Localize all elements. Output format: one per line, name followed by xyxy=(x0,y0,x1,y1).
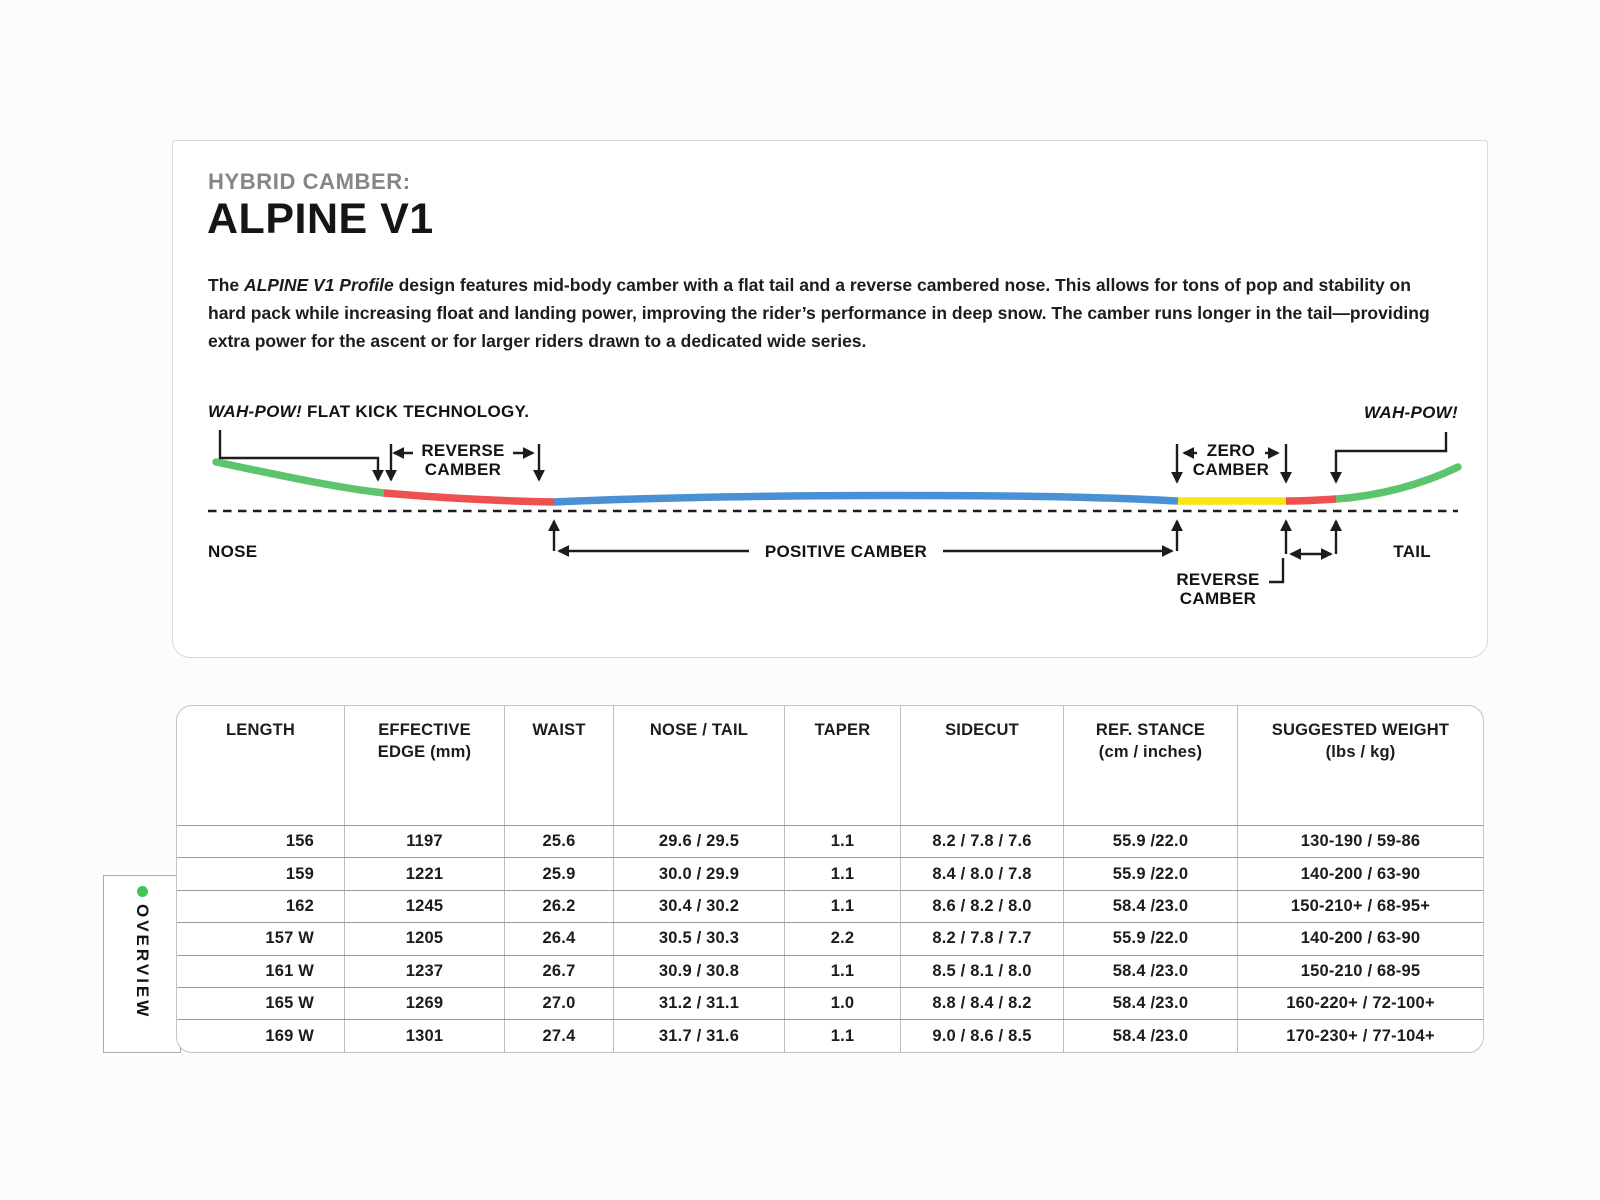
table-cell: 2.2 xyxy=(785,923,901,954)
table-row xyxy=(177,1019,1483,1051)
tail-label: TAIL xyxy=(1393,542,1431,561)
table-cell: 58.4 /23.0 xyxy=(1064,891,1238,922)
overview-tab-label: OVERVIEW xyxy=(133,904,152,1020)
nose-kick-segment xyxy=(216,462,384,493)
table-cell: 159 xyxy=(177,858,345,889)
table-cell: 1205 xyxy=(345,923,505,954)
positive-camber-label: POSITIVE CAMBER xyxy=(764,542,928,561)
zero-camber-label xyxy=(1193,441,1269,479)
table-header: TAPER xyxy=(785,706,901,825)
profile-description xyxy=(208,271,1440,355)
tail-reverse-connector xyxy=(1269,558,1283,582)
table-cell: 165 W xyxy=(177,988,345,1019)
table-header: EFFECTIVE EDGE (mm) xyxy=(345,706,505,825)
nose-label: NOSE xyxy=(208,542,258,561)
flat-kick-text: FLAT KICK TECHNOLOGY. xyxy=(302,402,530,421)
table-cell: 1197 xyxy=(345,826,505,857)
table-cell: 55.9 /22.0 xyxy=(1064,826,1238,857)
profile-card xyxy=(172,140,1488,658)
table-cell: 1.0 xyxy=(785,988,901,1019)
wahpow-right-bracket xyxy=(1336,432,1446,482)
table-cell: 8.4 / 8.0 / 7.8 xyxy=(901,858,1064,889)
table-cell: 25.6 xyxy=(505,826,614,857)
table-header-row xyxy=(177,706,1483,825)
positive-camber-segment xyxy=(554,495,1178,502)
table-header: SUGGESTED WEIGHT (lbs / kg) xyxy=(1271,721,1450,761)
table-cell: 8.8 / 8.4 / 8.2 xyxy=(901,988,1064,1019)
table-header: WAIST xyxy=(505,706,614,825)
table-cell: 26.7 xyxy=(505,956,614,987)
table-cell: 1237 xyxy=(345,956,505,987)
overview-tab xyxy=(103,875,181,1053)
table-cell: 1301 xyxy=(345,1020,505,1051)
table-header: NOSE / TAIL xyxy=(614,706,785,825)
table-cell: 30.5 / 30.3 xyxy=(614,923,785,954)
table-cell: 8.6 / 8.2 / 8.0 xyxy=(901,891,1064,922)
table-cell: 1.1 xyxy=(785,858,901,889)
table-row xyxy=(177,825,1483,857)
camber-curve xyxy=(216,462,1458,502)
table-cell: 58.4 /23.0 xyxy=(1064,988,1238,1019)
reverse-camber-nose-line2: CAMBER xyxy=(424,460,502,479)
table-cell: 27.4 xyxy=(505,1020,614,1051)
table-cell: 26.2 xyxy=(505,891,614,922)
camber-diagram xyxy=(173,396,1489,636)
table-cell: 58.4 /23.0 xyxy=(1064,956,1238,987)
table-cell: 150-210 / 68-95 xyxy=(1300,961,1421,980)
card-eyebrow: HYBRID CAMBER: xyxy=(208,169,411,194)
table-cell: 55.9 /22.0 xyxy=(1064,858,1238,889)
table-cell: 8.2 / 7.8 / 7.6 xyxy=(901,826,1064,857)
table-row xyxy=(177,922,1483,954)
table-row xyxy=(177,987,1483,1019)
table-cell: 30.0 / 29.9 xyxy=(614,858,785,889)
table-cell: 162 xyxy=(177,891,345,922)
table-row xyxy=(177,955,1483,987)
page-title: ALPINE V1 xyxy=(207,195,434,243)
reverse-camber-tail-line2: CAMBER xyxy=(1179,589,1257,608)
camber-diagram-graphic xyxy=(173,396,1489,636)
table-cell: 8.2 / 7.8 / 7.7 xyxy=(901,923,1064,954)
table-cell: 157 W xyxy=(177,923,345,954)
zero-camber-line2: CAMBER xyxy=(1192,460,1270,479)
table-cell: 31.2 / 31.1 xyxy=(614,988,785,1019)
table-cell: 55.9 /22.0 xyxy=(1064,923,1238,954)
table-cell: 29.6 / 29.5 xyxy=(614,826,785,857)
table-cell: 1.1 xyxy=(785,956,901,987)
table-cell: 1245 xyxy=(345,891,505,922)
table-cell: 156 xyxy=(177,826,345,857)
wahpow-flat-kick-label xyxy=(208,402,529,421)
wahpow-left-text: WAH-POW! xyxy=(208,402,302,421)
table-cell: 150-210+ / 68-95+ xyxy=(1290,896,1431,915)
reverse-camber-tail-label xyxy=(1176,570,1259,608)
zero-camber-line1: ZERO xyxy=(1206,441,1256,460)
reverse-camber-nose-label xyxy=(421,441,504,479)
table-row xyxy=(177,890,1483,922)
table-cell: 30.9 / 30.8 xyxy=(614,956,785,987)
table-cell: 1.1 xyxy=(785,826,901,857)
table-cell: 140-200 / 63-90 xyxy=(1300,864,1421,883)
table-cell: 25.9 xyxy=(505,858,614,889)
table-cell: 1269 xyxy=(345,988,505,1019)
table-cell: 27.0 xyxy=(505,988,614,1019)
spec-table xyxy=(176,705,1484,1053)
table-cell: 170-230+ / 77-104+ xyxy=(1286,1026,1435,1045)
wahpow-right-label: WAH-POW! xyxy=(1364,403,1458,422)
table-cell: 161 W xyxy=(177,956,345,987)
desc-prefix: The xyxy=(208,275,244,295)
tail-reverse-camber-segment xyxy=(1286,499,1336,501)
desc-rest: design features mid-body camber with a flat tail and a reverse cambered nose. This allows for tons of pop and stability on hard pack while increasing float and landing power, improving the rider’s performance in deep snow. The camber runs longer in the tail—providing extra power for the ascent or for larger riders drawn to a dedicated wide series. xyxy=(208,275,1430,351)
table-cell: 58.4 /23.0 xyxy=(1064,1020,1238,1051)
tail-kick-segment xyxy=(1336,467,1458,499)
table-cell: 160-220+ / 72-100+ xyxy=(1286,994,1435,1013)
table-row xyxy=(177,857,1483,889)
table-cell: 26.4 xyxy=(505,923,614,954)
table-cell: 1221 xyxy=(345,858,505,889)
table-header: LENGTH xyxy=(177,706,345,825)
table-cell: 1.1 xyxy=(785,891,901,922)
table-cell: 30.4 / 30.2 xyxy=(614,891,785,922)
table-cell: 130-190 / 59-86 xyxy=(1300,832,1421,851)
table-header: REF. STANCE (cm / inches) xyxy=(1064,706,1238,825)
reverse-camber-nose-line1: REVERSE xyxy=(421,441,505,460)
table-cell: 9.0 / 8.6 / 8.5 xyxy=(901,1020,1064,1051)
wahpow-left-bracket xyxy=(220,430,378,480)
table-header: SIDECUT xyxy=(901,706,1064,825)
table-cell: 169 W xyxy=(177,1020,345,1051)
overview-dot-icon xyxy=(137,886,148,897)
table-cell: 31.7 / 31.6 xyxy=(614,1020,785,1051)
table-cell: 8.5 / 8.1 / 8.0 xyxy=(901,956,1064,987)
nose-reverse-camber-segment xyxy=(384,493,554,502)
table-cell: 1.1 xyxy=(785,1020,901,1051)
table-body xyxy=(177,825,1483,1052)
table-cell: 140-200 / 63-90 xyxy=(1300,929,1421,948)
desc-italic: ALPINE V1 Profile xyxy=(243,275,394,295)
reverse-camber-tail-line1: REVERSE xyxy=(1176,570,1260,589)
